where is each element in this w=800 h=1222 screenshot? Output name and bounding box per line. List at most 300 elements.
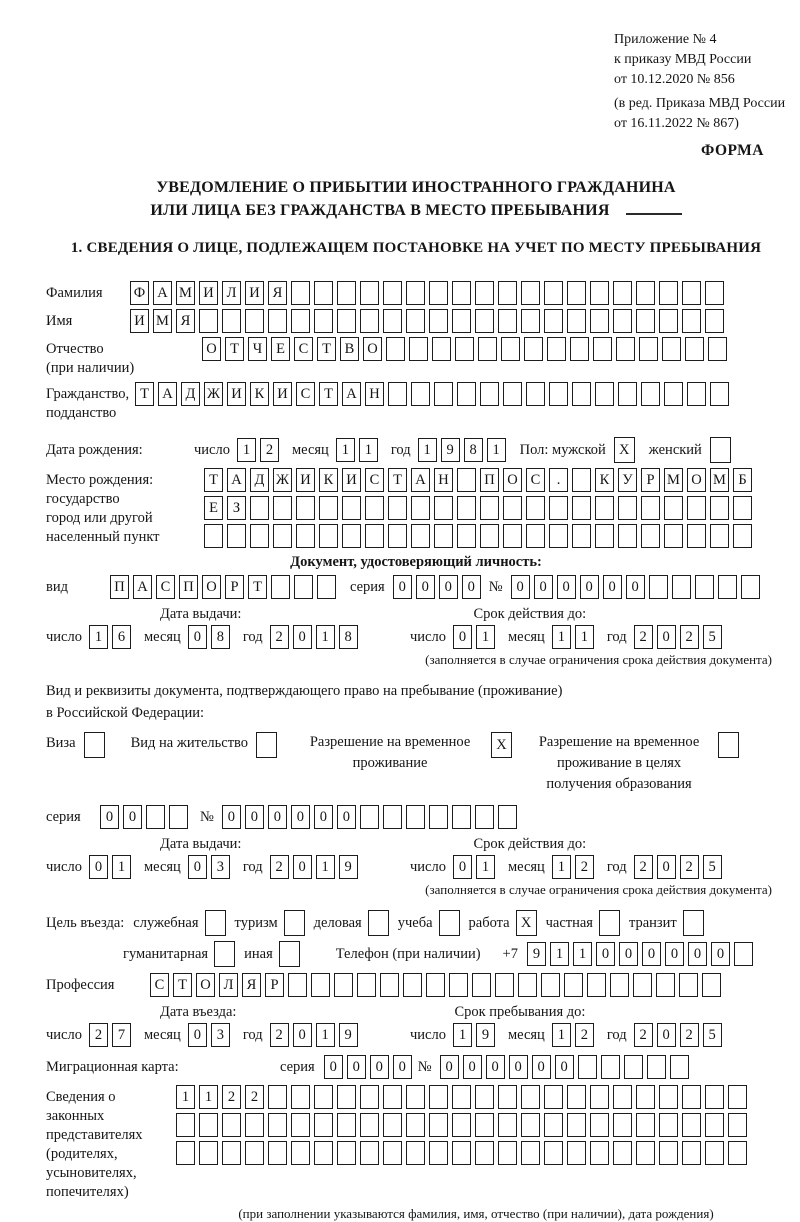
char-cell[interactable]: 0 — [532, 1055, 551, 1079]
char-cell[interactable]: 1 — [316, 855, 335, 879]
char-cell[interactable] — [406, 805, 425, 829]
char-cell[interactable]: 2 — [89, 1023, 108, 1047]
char-cell[interactable]: 7 — [112, 1023, 131, 1047]
char-cell[interactable]: 1 — [487, 438, 506, 462]
char-cell[interactable] — [291, 281, 310, 305]
char-cell[interactable]: П — [179, 575, 198, 599]
char-cell[interactable]: 0 — [314, 805, 333, 829]
char-cell[interactable] — [618, 382, 637, 406]
char-cell[interactable] — [521, 281, 540, 305]
char-cell[interactable]: Я — [176, 309, 195, 333]
char-cell[interactable]: 0 — [642, 942, 661, 966]
char-cell[interactable] — [549, 382, 568, 406]
char-cell[interactable]: 1 — [336, 438, 355, 462]
char-cell[interactable]: О — [363, 337, 382, 361]
char-cell[interactable]: 0 — [619, 942, 638, 966]
char-cell[interactable] — [501, 337, 520, 361]
char-cell[interactable] — [521, 1113, 540, 1137]
char-cell[interactable] — [434, 496, 453, 520]
char-cell[interactable] — [319, 496, 338, 520]
char-cell[interactable]: 0 — [657, 1023, 676, 1047]
char-cell[interactable]: 0 — [509, 1055, 528, 1079]
option-checkbox[interactable] — [599, 910, 620, 936]
char-cell[interactable]: 0 — [416, 575, 435, 599]
char-cell[interactable] — [250, 524, 269, 548]
char-cell[interactable] — [294, 575, 313, 599]
char-cell[interactable]: Т — [173, 973, 192, 997]
char-cell[interactable] — [616, 337, 635, 361]
char-cell[interactable] — [314, 1085, 333, 1109]
char-cell[interactable] — [682, 1141, 701, 1165]
char-cell[interactable]: И — [227, 382, 246, 406]
char-cell[interactable] — [411, 382, 430, 406]
char-cell[interactable] — [695, 575, 714, 599]
char-cell[interactable] — [687, 524, 706, 548]
char-cell[interactable]: 0 — [688, 942, 707, 966]
char-cell[interactable] — [595, 524, 614, 548]
char-cell[interactable] — [682, 309, 701, 333]
char-cell[interactable]: 9 — [476, 1023, 495, 1047]
char-cell[interactable]: 2 — [575, 855, 594, 879]
char-cell[interactable] — [314, 281, 333, 305]
char-cell[interactable] — [567, 1113, 586, 1137]
char-cell[interactable] — [728, 1141, 747, 1165]
char-cell[interactable]: 1 — [476, 855, 495, 879]
char-cell[interactable]: 0 — [245, 805, 264, 829]
char-cell[interactable] — [524, 337, 543, 361]
char-cell[interactable] — [518, 973, 537, 997]
char-cell[interactable] — [570, 337, 589, 361]
char-cell[interactable] — [590, 1085, 609, 1109]
temp-residence-checkbox[interactable]: X — [491, 732, 512, 758]
char-cell[interactable]: Ж — [273, 468, 292, 492]
char-cell[interactable] — [273, 524, 292, 548]
char-cell[interactable]: 8 — [211, 625, 230, 649]
char-cell[interactable]: Я — [268, 281, 287, 305]
char-cell[interactable] — [452, 309, 471, 333]
char-cell[interactable]: 0 — [603, 575, 622, 599]
char-cell[interactable]: 5 — [703, 625, 722, 649]
char-cell[interactable] — [710, 524, 729, 548]
char-cell[interactable] — [544, 1085, 563, 1109]
char-cell[interactable] — [337, 1085, 356, 1109]
char-cell[interactable] — [429, 1113, 448, 1137]
char-cell[interactable] — [636, 1085, 655, 1109]
char-cell[interactable] — [741, 575, 760, 599]
char-cell[interactable]: Т — [319, 382, 338, 406]
char-cell[interactable]: 3 — [211, 1023, 230, 1047]
char-cell[interactable]: 2 — [680, 1023, 699, 1047]
char-cell[interactable] — [337, 309, 356, 333]
char-cell[interactable]: О — [202, 575, 221, 599]
char-cell[interactable] — [409, 337, 428, 361]
char-cell[interactable] — [432, 337, 451, 361]
char-cell[interactable] — [498, 309, 517, 333]
char-cell[interactable] — [365, 524, 384, 548]
char-cell[interactable] — [365, 496, 384, 520]
char-cell[interactable] — [659, 309, 678, 333]
char-cell[interactable] — [475, 1085, 494, 1109]
char-cell[interactable]: И — [245, 281, 264, 305]
char-cell[interactable] — [687, 496, 706, 520]
char-cell[interactable]: Я — [242, 973, 261, 997]
char-cell[interactable]: 9 — [339, 855, 358, 879]
char-cell[interactable]: 2 — [634, 625, 653, 649]
char-cell[interactable]: Д — [181, 382, 200, 406]
char-cell[interactable]: 0 — [337, 805, 356, 829]
char-cell[interactable] — [380, 973, 399, 997]
char-cell[interactable] — [480, 382, 499, 406]
char-cell[interactable]: Б — [733, 468, 752, 492]
char-cell[interactable] — [567, 309, 586, 333]
char-cell[interactable]: 1 — [552, 625, 571, 649]
char-cell[interactable]: О — [202, 337, 221, 361]
char-cell[interactable]: 2 — [575, 1023, 594, 1047]
char-cell[interactable] — [734, 942, 753, 966]
char-cell[interactable] — [547, 337, 566, 361]
char-cell[interactable] — [449, 973, 468, 997]
char-cell[interactable]: М — [153, 309, 172, 333]
char-cell[interactable] — [457, 468, 476, 492]
char-cell[interactable]: 1 — [550, 942, 569, 966]
char-cell[interactable]: Л — [222, 281, 241, 305]
char-cell[interactable] — [593, 337, 612, 361]
char-cell[interactable] — [710, 496, 729, 520]
char-cell[interactable] — [578, 1055, 597, 1079]
char-cell[interactable]: 0 — [393, 1055, 412, 1079]
char-cell[interactable] — [429, 805, 448, 829]
char-cell[interactable] — [572, 468, 591, 492]
option-checkbox[interactable] — [284, 910, 305, 936]
char-cell[interactable]: 0 — [557, 575, 576, 599]
option-checkbox[interactable] — [368, 910, 389, 936]
char-cell[interactable] — [567, 1085, 586, 1109]
char-cell[interactable] — [572, 496, 591, 520]
char-cell[interactable] — [595, 382, 614, 406]
char-cell[interactable] — [222, 1113, 241, 1137]
char-cell[interactable] — [503, 382, 522, 406]
char-cell[interactable] — [429, 309, 448, 333]
char-cell[interactable]: 0 — [453, 625, 472, 649]
char-cell[interactable]: И — [273, 382, 292, 406]
char-cell[interactable]: Ч — [248, 337, 267, 361]
char-cell[interactable] — [503, 524, 522, 548]
char-cell[interactable] — [317, 575, 336, 599]
char-cell[interactable]: 1 — [316, 1023, 335, 1047]
char-cell[interactable]: И — [342, 468, 361, 492]
char-cell[interactable] — [636, 309, 655, 333]
char-cell[interactable] — [457, 524, 476, 548]
char-cell[interactable] — [342, 496, 361, 520]
char-cell[interactable]: 1 — [552, 855, 571, 879]
char-cell[interactable]: С — [156, 575, 175, 599]
char-cell[interactable]: 2 — [270, 855, 289, 879]
char-cell[interactable]: 5 — [703, 855, 722, 879]
char-cell[interactable]: С — [526, 468, 545, 492]
char-cell[interactable] — [687, 382, 706, 406]
char-cell[interactable]: А — [411, 468, 430, 492]
char-cell[interactable] — [544, 281, 563, 305]
char-cell[interactable]: 0 — [657, 625, 676, 649]
char-cell[interactable]: У — [618, 468, 637, 492]
char-cell[interactable]: 2 — [270, 625, 289, 649]
char-cell[interactable]: 2 — [680, 855, 699, 879]
char-cell[interactable]: 2 — [270, 1023, 289, 1047]
char-cell[interactable] — [702, 973, 721, 997]
char-cell[interactable] — [388, 382, 407, 406]
char-cell[interactable]: О — [503, 468, 522, 492]
char-cell[interactable] — [710, 382, 729, 406]
char-cell[interactable] — [452, 1113, 471, 1137]
char-cell[interactable] — [452, 1085, 471, 1109]
char-cell[interactable] — [291, 1113, 310, 1137]
char-cell[interactable]: 0 — [222, 805, 241, 829]
char-cell[interactable]: 0 — [580, 575, 599, 599]
char-cell[interactable]: 1 — [89, 625, 108, 649]
char-cell[interactable]: И — [296, 468, 315, 492]
char-cell[interactable]: Н — [365, 382, 384, 406]
char-cell[interactable] — [291, 1141, 310, 1165]
char-cell[interactable] — [383, 281, 402, 305]
char-cell[interactable]: 5 — [703, 1023, 722, 1047]
char-cell[interactable] — [541, 973, 560, 997]
char-cell[interactable] — [544, 309, 563, 333]
char-cell[interactable] — [411, 496, 430, 520]
char-cell[interactable]: Т — [204, 468, 223, 492]
char-cell[interactable] — [227, 524, 246, 548]
char-cell[interactable] — [649, 575, 668, 599]
char-cell[interactable]: 1 — [176, 1085, 195, 1109]
char-cell[interactable] — [480, 496, 499, 520]
char-cell[interactable] — [429, 281, 448, 305]
char-cell[interactable]: Т — [225, 337, 244, 361]
char-cell[interactable]: 0 — [291, 805, 310, 829]
char-cell[interactable] — [682, 1113, 701, 1137]
char-cell[interactable]: Р — [641, 468, 660, 492]
char-cell[interactable] — [664, 382, 683, 406]
char-cell[interactable] — [705, 281, 724, 305]
char-cell[interactable]: 1 — [552, 1023, 571, 1047]
char-cell[interactable] — [406, 1085, 425, 1109]
char-cell[interactable] — [475, 309, 494, 333]
char-cell[interactable] — [388, 496, 407, 520]
char-cell[interactable]: Р — [265, 973, 284, 997]
char-cell[interactable] — [146, 805, 165, 829]
char-cell[interactable] — [564, 973, 583, 997]
char-cell[interactable] — [641, 382, 660, 406]
char-cell[interactable] — [314, 1113, 333, 1137]
char-cell[interactable]: Е — [271, 337, 290, 361]
char-cell[interactable]: 2 — [680, 625, 699, 649]
char-cell[interactable]: О — [196, 973, 215, 997]
char-cell[interactable]: А — [153, 281, 172, 305]
char-cell[interactable] — [268, 1085, 287, 1109]
char-cell[interactable]: 0 — [555, 1055, 574, 1079]
char-cell[interactable] — [705, 1085, 724, 1109]
char-cell[interactable] — [705, 1141, 724, 1165]
char-cell[interactable]: 6 — [112, 625, 131, 649]
char-cell[interactable]: И — [199, 281, 218, 305]
char-cell[interactable]: 2 — [634, 855, 653, 879]
char-cell[interactable] — [478, 337, 497, 361]
char-cell[interactable]: М — [710, 468, 729, 492]
char-cell[interactable] — [383, 1141, 402, 1165]
char-cell[interactable] — [590, 1113, 609, 1137]
char-cell[interactable]: 0 — [188, 855, 207, 879]
char-cell[interactable] — [613, 1113, 632, 1137]
char-cell[interactable] — [383, 805, 402, 829]
char-cell[interactable]: Е — [204, 496, 223, 520]
option-checkbox[interactable] — [279, 941, 300, 967]
char-cell[interactable] — [705, 1113, 724, 1137]
char-cell[interactable] — [641, 524, 660, 548]
char-cell[interactable]: 0 — [393, 575, 412, 599]
char-cell[interactable]: 0 — [324, 1055, 343, 1079]
char-cell[interactable] — [360, 805, 379, 829]
char-cell[interactable]: К — [250, 382, 269, 406]
char-cell[interactable] — [624, 1055, 643, 1079]
char-cell[interactable]: 0 — [511, 575, 530, 599]
char-cell[interactable] — [728, 1085, 747, 1109]
char-cell[interactable]: 0 — [462, 575, 481, 599]
char-cell[interactable]: 0 — [596, 942, 615, 966]
char-cell[interactable] — [314, 1141, 333, 1165]
char-cell[interactable] — [429, 1141, 448, 1165]
sex-male-checkbox[interactable]: X — [614, 437, 635, 463]
option-checkbox[interactable] — [214, 941, 235, 967]
char-cell[interactable] — [426, 973, 445, 997]
char-cell[interactable]: 0 — [370, 1055, 389, 1079]
char-cell[interactable] — [685, 337, 704, 361]
char-cell[interactable]: Н — [434, 468, 453, 492]
char-cell[interactable] — [360, 309, 379, 333]
char-cell[interactable] — [452, 1141, 471, 1165]
char-cell[interactable] — [498, 805, 517, 829]
char-cell[interactable] — [633, 973, 652, 997]
char-cell[interactable] — [728, 1113, 747, 1137]
option-checkbox[interactable]: X — [516, 910, 537, 936]
char-cell[interactable] — [268, 309, 287, 333]
char-cell[interactable]: 2 — [245, 1085, 264, 1109]
option-checkbox[interactable] — [205, 910, 226, 936]
char-cell[interactable] — [411, 524, 430, 548]
char-cell[interactable] — [659, 1113, 678, 1137]
char-cell[interactable] — [222, 1141, 241, 1165]
char-cell[interactable]: М — [664, 468, 683, 492]
char-cell[interactable] — [526, 496, 545, 520]
char-cell[interactable] — [613, 1141, 632, 1165]
char-cell[interactable]: 0 — [711, 942, 730, 966]
char-cell[interactable] — [311, 973, 330, 997]
char-cell[interactable] — [360, 281, 379, 305]
char-cell[interactable] — [639, 337, 658, 361]
char-cell[interactable] — [383, 1113, 402, 1137]
char-cell[interactable]: 2 — [222, 1085, 241, 1109]
char-cell[interactable] — [296, 524, 315, 548]
char-cell[interactable]: 0 — [293, 1023, 312, 1047]
char-cell[interactable]: 1 — [573, 942, 592, 966]
char-cell[interactable]: Ж — [204, 382, 223, 406]
char-cell[interactable] — [337, 281, 356, 305]
char-cell[interactable] — [636, 1113, 655, 1137]
char-cell[interactable]: 0 — [293, 855, 312, 879]
char-cell[interactable] — [613, 281, 632, 305]
char-cell[interactable] — [549, 496, 568, 520]
char-cell[interactable] — [662, 337, 681, 361]
char-cell[interactable] — [386, 337, 405, 361]
char-cell[interactable]: 0 — [188, 1023, 207, 1047]
char-cell[interactable] — [176, 1113, 195, 1137]
char-cell[interactable] — [549, 524, 568, 548]
char-cell[interactable] — [296, 496, 315, 520]
char-cell[interactable] — [383, 1085, 402, 1109]
char-cell[interactable] — [403, 973, 422, 997]
char-cell[interactable] — [526, 382, 545, 406]
char-cell[interactable] — [601, 1055, 620, 1079]
char-cell[interactable]: 9 — [527, 942, 546, 966]
char-cell[interactable] — [406, 1141, 425, 1165]
char-cell[interactable] — [319, 524, 338, 548]
char-cell[interactable]: В — [340, 337, 359, 361]
char-cell[interactable]: 1 — [476, 625, 495, 649]
char-cell[interactable]: А — [133, 575, 152, 599]
temp-residence-education-checkbox[interactable] — [718, 732, 739, 758]
char-cell[interactable]: 1 — [359, 438, 378, 462]
char-cell[interactable]: С — [150, 973, 169, 997]
char-cell[interactable]: 0 — [268, 805, 287, 829]
char-cell[interactable]: 0 — [534, 575, 553, 599]
char-cell[interactable] — [595, 496, 614, 520]
char-cell[interactable] — [618, 496, 637, 520]
char-cell[interactable]: П — [480, 468, 499, 492]
char-cell[interactable] — [495, 973, 514, 997]
char-cell[interactable] — [498, 281, 517, 305]
char-cell[interactable] — [434, 382, 453, 406]
char-cell[interactable]: 9 — [339, 1023, 358, 1047]
char-cell[interactable] — [273, 496, 292, 520]
char-cell[interactable] — [455, 337, 474, 361]
char-cell[interactable]: 1 — [237, 438, 256, 462]
char-cell[interactable] — [245, 1141, 264, 1165]
char-cell[interactable] — [480, 524, 499, 548]
char-cell[interactable]: 0 — [89, 855, 108, 879]
char-cell[interactable] — [733, 496, 752, 520]
char-cell[interactable] — [641, 496, 660, 520]
char-cell[interactable] — [457, 382, 476, 406]
char-cell[interactable] — [521, 1141, 540, 1165]
char-cell[interactable] — [472, 973, 491, 997]
char-cell[interactable]: Т — [317, 337, 336, 361]
char-cell[interactable] — [250, 496, 269, 520]
char-cell[interactable]: 3 — [211, 855, 230, 879]
char-cell[interactable] — [567, 281, 586, 305]
char-cell[interactable]: 0 — [463, 1055, 482, 1079]
char-cell[interactable] — [314, 309, 333, 333]
char-cell[interactable] — [718, 575, 737, 599]
char-cell[interactable]: Т — [248, 575, 267, 599]
char-cell[interactable] — [544, 1113, 563, 1137]
char-cell[interactable]: 9 — [441, 438, 460, 462]
char-cell[interactable]: 0 — [439, 575, 458, 599]
char-cell[interactable] — [670, 1055, 689, 1079]
char-cell[interactable]: 0 — [665, 942, 684, 966]
char-cell[interactable] — [664, 524, 683, 548]
char-cell[interactable] — [659, 281, 678, 305]
char-cell[interactable] — [406, 309, 425, 333]
char-cell[interactable]: 0 — [453, 855, 472, 879]
char-cell[interactable] — [521, 309, 540, 333]
char-cell[interactable] — [682, 1085, 701, 1109]
